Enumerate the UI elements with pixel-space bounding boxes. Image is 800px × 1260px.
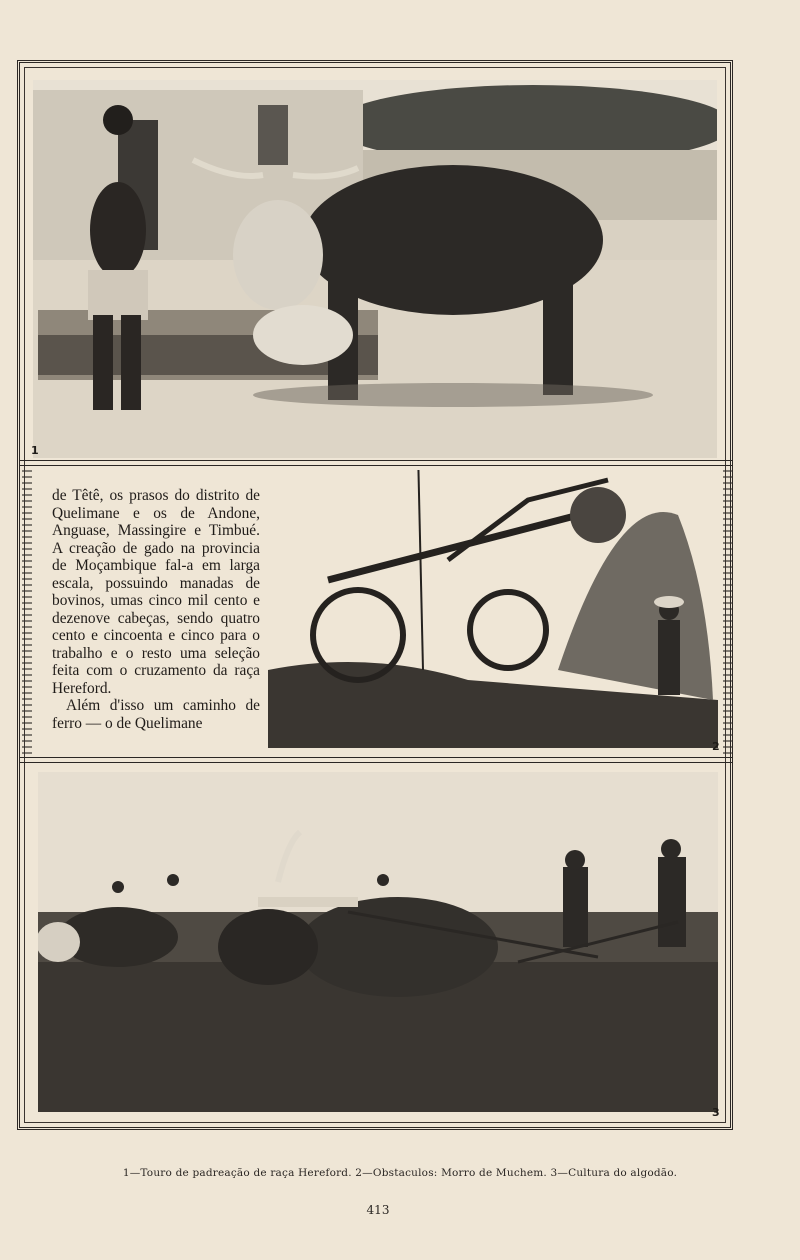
ornament-left bbox=[22, 470, 32, 758]
divider-2 bbox=[20, 757, 732, 763]
figure-caption: 1—Touro de padreação de raça Hereford. 2—Obstaculos: Morro de Muchem. 3—Cultura do algodão. bbox=[122, 1167, 678, 1179]
plate-number-2: 2 bbox=[712, 740, 720, 753]
page-number: 413 bbox=[366, 1203, 390, 1217]
divider-1 bbox=[20, 460, 732, 466]
article-text bbox=[52, 487, 260, 732]
photo-cotton-cultivation bbox=[38, 772, 718, 1112]
plate-number-1: 1 bbox=[31, 444, 39, 457]
ornament-right bbox=[723, 470, 733, 758]
photo-plough-obstacle bbox=[268, 470, 718, 748]
bull-illustration bbox=[33, 80, 717, 458]
plate-number-3: 3 bbox=[712, 1106, 720, 1119]
article-paragraph-2: Além d'isso um caminho de ferro — o de Quelimane bbox=[52, 697, 260, 732]
article-paragraph-1: de Têtê, os prasos do distrito de Quelimane e os de Andone, Anguase, Massingire e Timbué. A creação de gado na provincia de Moçambique fal-a em larga escala, possuindo manadas de bovinos, umas cinco mil cento e dezenove cabeças, sendo quatro cento e cincoenta e cinco para o trabalho e o resto uma seleção feita com o cruzamento da raça Hereford. bbox=[52, 487, 260, 697]
oxen-illustration bbox=[38, 772, 718, 1112]
photo-hereford-bull bbox=[33, 80, 717, 458]
plough-illustration bbox=[268, 470, 718, 748]
